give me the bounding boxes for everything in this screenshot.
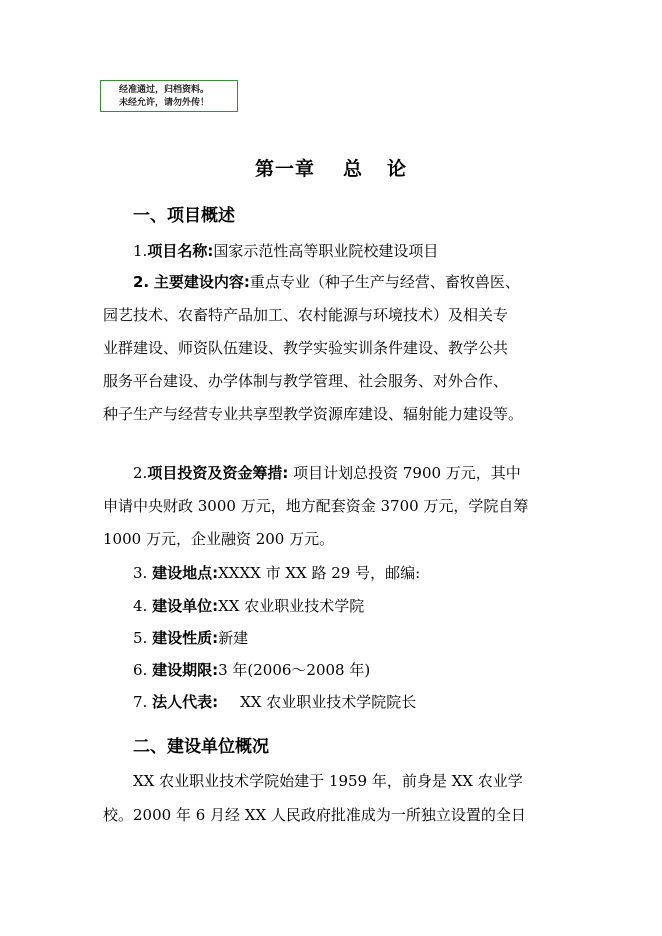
item-number: 2. [133,273,150,291]
item-number: 4. [133,597,148,615]
item-number: 1. [133,242,148,260]
section2-line-1: XX 农业职业技术学院始建于 1959 年，前身是 XX 农业学 [133,772,523,790]
item-unit [133,596,364,616]
chapter-label: 第一章 [254,158,315,180]
item-period [133,660,370,680]
item-value: 重点专业（种子生产与经营、畜牧兽医、 [249,273,520,291]
chapter-title [0,154,662,181]
chapter-title-a: 总 [342,158,363,180]
item-content-line-3: 业群建设、师资队伍建设、教学实验实训条件建设、教学公共 [103,339,509,357]
item-value: XX 农业职业技术学院 [218,597,365,615]
item-legal [133,692,416,712]
item-investment-line-2: 申请中央财政 3000 万元，地方配套资金 3700 万元，学院自筹 [103,497,529,515]
item-value: 3 年(2006～2008 年) [218,661,371,679]
item-label: 建设地点: [152,564,219,582]
stamp-line-2: 未经允许，请勿外传！ [119,98,210,108]
item-label: 法人代表: [152,693,219,711]
item-value: XX 农业职业技术学院院长 [240,693,417,711]
approval-stamp [100,80,238,112]
item-nature [133,628,248,648]
section2-line-2: 校。2000 年 6 月经 XX 人民政府批准成为一所独立设置的全日 [103,806,526,824]
item-project-name [133,241,438,261]
item-label: 项目名称: [147,242,214,260]
item-investment-line-1 [133,463,521,483]
item-investment-line-3: 1000 万元，企业融资 200 万元。 [103,530,335,548]
chapter-title-b: 论 [387,158,408,180]
item-value: 新建 [218,629,249,647]
item-location [133,563,420,583]
item-label: 项目投资及资金筹措: [147,464,289,482]
item-label: 主要建设内容: [153,273,250,291]
item-label: 建设性质: [152,629,219,647]
item-number: 7. [133,693,148,711]
section-heading-unit: 二、建设单位概况 [133,737,269,757]
item-content-line-5: 种子生产与经营专业共享型教学资源库建设、辐射能力建设等。 [103,405,524,423]
item-value: 项目计划总投资 7900 万元，其中 [293,464,521,482]
item-value: XXXX 市 XX 路 29 号，邮编: [218,564,421,582]
item-number: 2. [133,464,148,482]
section-heading-overview: 一、项目概述 [133,206,235,226]
item-label: 建设期限: [152,661,219,679]
item-content-line-4: 服务平台建设、办学体制与教学管理、社会服务、对外合作、 [103,372,509,390]
item-value: 国家示范性高等职业院校建设项目 [213,242,439,260]
item-number: 6. [133,661,148,679]
item-number: 3. [133,564,148,582]
stamp-line-1: 经准通过，归档资料。 [119,85,210,95]
item-content-line-1 [133,272,520,292]
item-number: 5. [133,629,148,647]
item-label: 建设单位: [152,597,219,615]
item-content-line-2: 园艺技术、农畜特产品加工、农村能源与环境技术）及相关专 [103,306,509,324]
